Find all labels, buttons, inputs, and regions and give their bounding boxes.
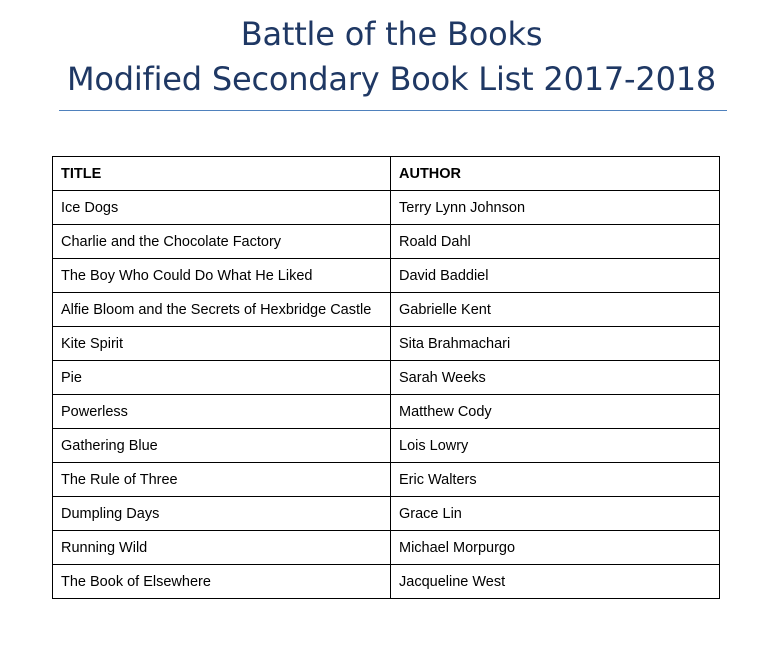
page-title [0,12,783,102]
book-title-cell: The Rule of Three [53,463,391,497]
book-list-table [52,156,720,599]
table-row [53,565,720,599]
book-title-cell: Kite Spirit [53,327,391,361]
title-line-2: Modified Secondary Book List 2017-2018 [66,60,717,98]
table-row [53,463,720,497]
book-title-cell: Charlie and the Chocolate Factory [53,225,391,259]
book-author-cell: David Baddiel [391,259,720,293]
book-title-cell: Running Wild [53,531,391,565]
table-row [53,361,720,395]
book-title-cell: The Book of Elsewhere [53,565,391,599]
book-author-cell: Sarah Weeks [391,361,720,395]
book-title-cell: Powerless [53,395,391,429]
book-author-cell: Jacqueline West [391,565,720,599]
table-row [53,259,720,293]
book-author-cell: Gabrielle Kent [391,293,720,327]
table-row [53,497,720,531]
book-author-cell: Grace Lin [391,497,720,531]
title-line-1: Battle of the Books [240,15,543,53]
table-row [53,531,720,565]
table-row [53,225,720,259]
book-author-cell: Matthew Cody [391,395,720,429]
table-row [53,327,720,361]
book-author-cell: Michael Morpurgo [391,531,720,565]
book-author-cell: Eric Walters [391,463,720,497]
book-author-cell: Sita Brahmachari [391,327,720,361]
author-column-header: AUTHOR [391,157,720,191]
book-title-cell: Dumpling Days [53,497,391,531]
title-column-header: TITLE [53,157,391,191]
book-title-cell: The Boy Who Could Do What He Liked [53,259,391,293]
book-author-cell: Roald Dahl [391,225,720,259]
table-row [53,191,720,225]
table-header-row [53,157,720,191]
book-title-cell: Gathering Blue [53,429,391,463]
book-title-cell: Alfie Bloom and the Secrets of Hexbridge Castle [53,293,391,327]
table-row [53,293,720,327]
book-author-cell: Lois Lowry [391,429,720,463]
book-title-cell: Pie [53,361,391,395]
title-divider [59,110,727,111]
table-row [53,429,720,463]
book-title-cell: Ice Dogs [53,191,391,225]
table-row [53,395,720,429]
book-author-cell: Terry Lynn Johnson [391,191,720,225]
